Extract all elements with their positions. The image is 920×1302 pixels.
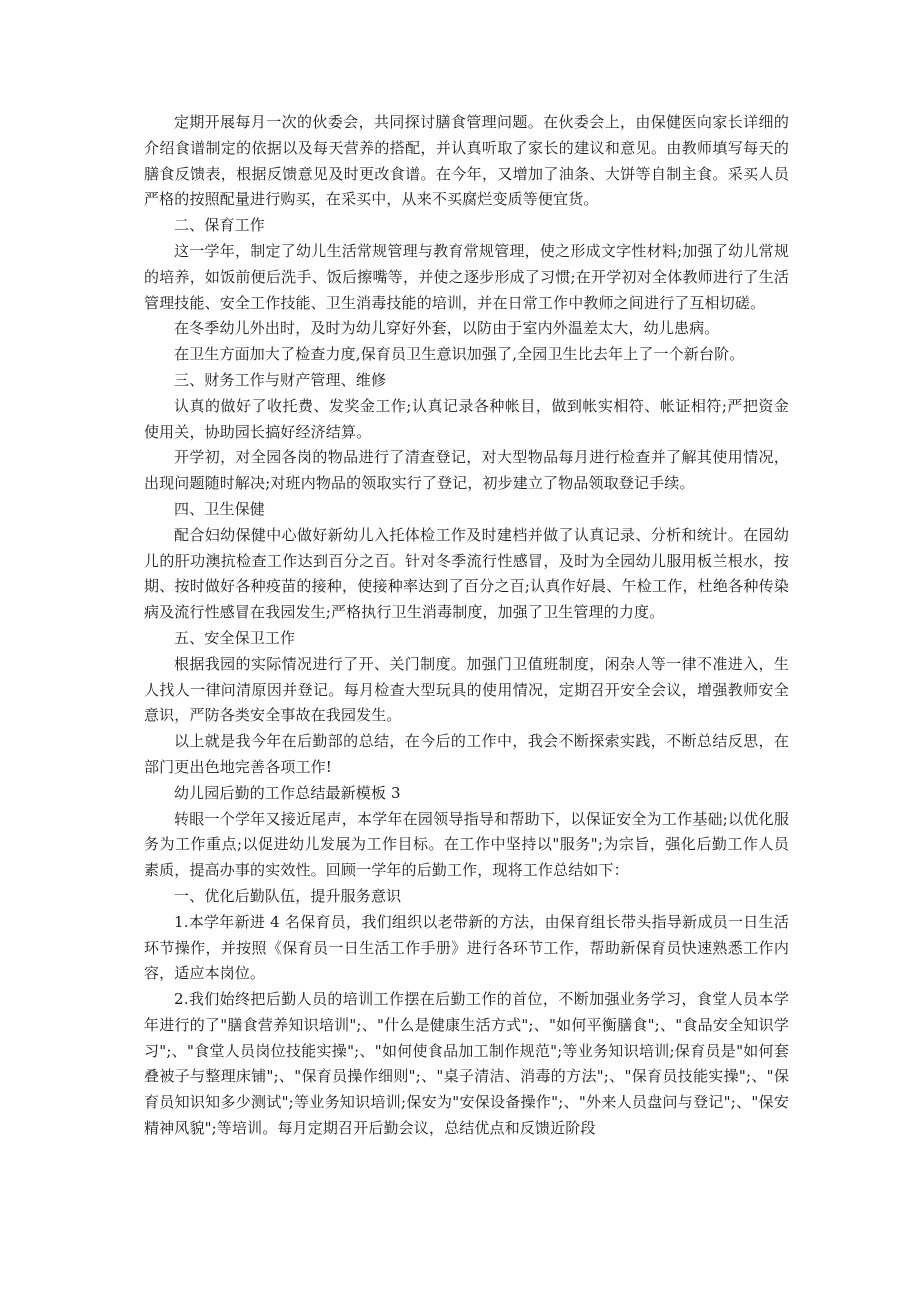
document-subtitle: 幼儿园后勤的工作总结最新模板 3 (174, 783, 401, 802)
paragraph: 这一学年，制定了幼儿生活常规管理与教育常规管理，使之形成文字性材料;加强了幼儿常规的培养，如饭前便后洗手、饭后擦嘴等，并使之逐步形成了习惯;在开学初对全体教师进行了生活管理技能、安全工作技能、卫生消毒技能的培训，并在日常工作中教师之间进行了互相切磋。 (144, 241, 789, 312)
paragraph: 在冬季幼儿外出时，及时为幼儿穿好外套，以防由于室内外温差太大，幼儿患病。 (174, 319, 720, 338)
section-heading: 二、保育工作 (174, 216, 265, 235)
paragraph: 2.我们始终把后勤人员的培训工作摆在后勤工作的首位，不断加强业务学习，食堂人员本学年进行的了"膳食营养知识培训";、"什么是健康生活方式";、"如何平衡膳食";、"食品安全知识学习";、"食堂人员岗位技能实操";、"如何使食品加工制作规范";等业务知识培训;保育员是"如何套叠被子与整理床铺";、"保育员操作细则";、"桌子清洁、消毒的方法";、"保育员技能实操";、"保育员知识知多少测试";等业务知识培训;保安为"安保设备操作";、"外来人员盘问与登记";、"保安精神风貌";等培训。每月定期召开后勤会议，总结优点和反馈近阶段 (144, 990, 789, 1138)
document-page (144, 110, 789, 1142)
section-heading: 三、财务工作与财产管理、维修 (174, 370, 387, 389)
section-heading: 四、卫生保健 (174, 499, 265, 518)
paragraph: 在卫生方面加大了检查力度,保育员卫生意识加强了,全园卫生比去年上了一个新台阶。 (174, 345, 745, 364)
paragraph: 认真的做好了收托费、发奖金工作;认真记录各种帐目，做到帐实相符、帐证相符;严把资金使用关，协助园长搞好经济结算。 (144, 396, 789, 441)
section-heading: 五、安全保卫工作 (174, 628, 296, 647)
paragraph: 开学初，对全园各岗的物品进行了清查登记，对大型物品每月进行检查并了解其使用情况，出现问题随时解决;对班内物品的领取实行了登记，初步建立了物品领取登记手续。 (144, 448, 789, 493)
section-heading: 一、优化后勤队伍，提升服务意识 (174, 886, 402, 905)
paragraph: 配合妇幼保健中心做好新幼儿入托体检工作及时建档并做了认真记录、分析和统计。在园幼儿的肝功澳抗检查工作达到百分之百。针对冬季流行性感冒，及时为全园幼儿服用板兰根水，按期、按时做好各种疫苗的接种，使接种率达到了百分之百;认真作好晨、午检工作，杜绝各种传染病及流行性感冒在我园发生;严格执行卫生消毒制度，加强了卫生管理的力度。 (144, 525, 789, 622)
paragraph: 转眼一个学年又接近尾声，本学年在园领导指导和帮助下，以保证安全为工作基础;以优化服务为工作重点;以促进幼儿发展为工作目标。在工作中坚持以"服务";为宗旨，强化后勤工作人员素质，提高办事的实效性。回顾一学年的后勤工作，现将工作总结如下： (144, 809, 789, 880)
paragraph: 定期开展每月一次的伙委会，共同探讨膳食管理问题。在伙委会上，由保健医向家长详细的介绍食谱制定的依据以及每天营养的搭配，并认真听取了家长的建议和意见。由教师填写每天的膳食反馈表，根据反馈意见及时更改食谱。在今年，又增加了油条、大饼等自制主食。采买人员严格的按照配量进行购买，在采买中，从来不买腐烂变质等便宜货。 (144, 113, 789, 209)
paragraph: 1.本学年新进 4 名保育员，我们组织以老带新的方法，由保育组长带头指导新成员一日生活环节操作，并按照《保育员一日生活工作手册》进行各环节工作，帮助新保育员快速熟悉工作内容，适应本岗位。 (144, 912, 789, 983)
paragraph: 以上就是我今年在后勤部的总结，在今后的工作中，我会不断探索实践，不断总结反思，在部门更出色地完善各项工作! (144, 732, 789, 776)
paragraph: 根据我园的实际情况进行了开、关门制度。加强门卫值班制度，闲杂人等一律不准进入，生人找人一律问清原因并登记。每月检查大型玩具的使用情况，定期召开安全会议，增强教师安全意识，严防各类安全事故在我园发生。 (144, 654, 789, 725)
